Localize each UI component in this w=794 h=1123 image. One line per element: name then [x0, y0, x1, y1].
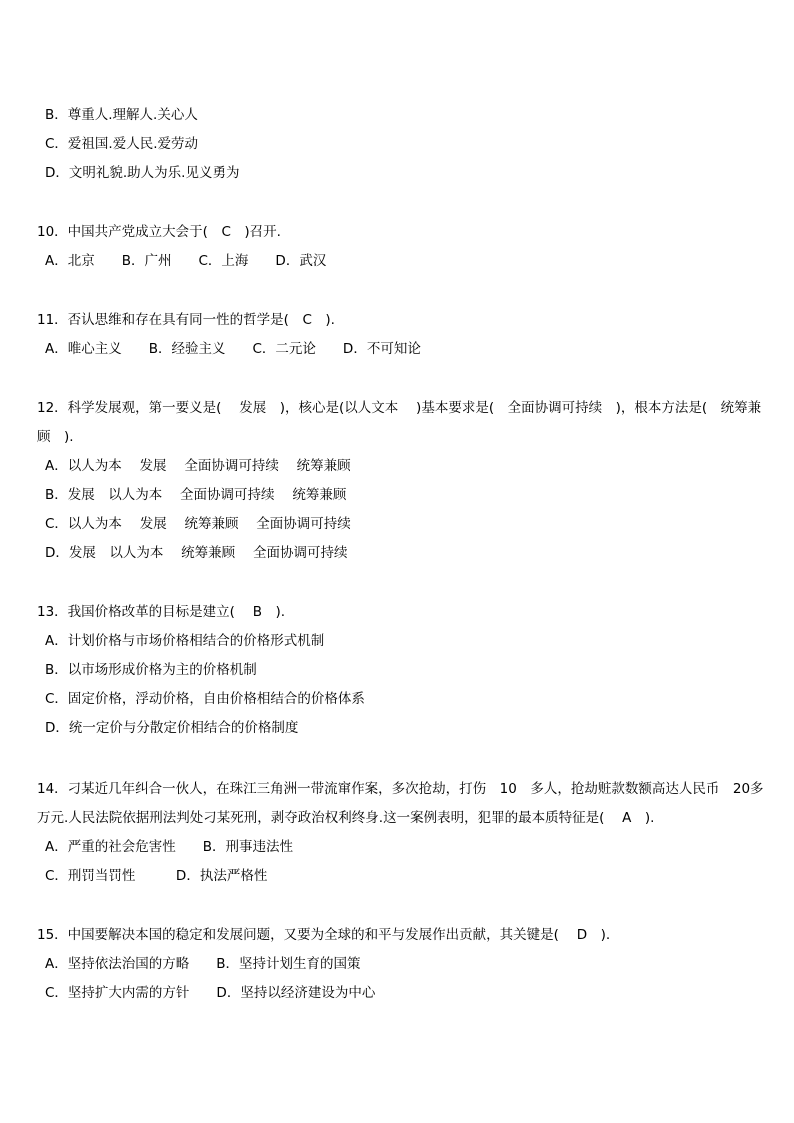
- q13-option-b: B．以市场形成价格为主的价格机制: [45, 662, 257, 678]
- q14-stem-line1: 14．刁某近几年纠合一伙人，在珠江三角洲一带流窜作案，多次抢劫，打伤 10 多人，抢劫赃款数额高达人民币 20多: [37, 781, 764, 797]
- q11-stem: 11．否认思维和存在具有同一性的哲学是( C ).: [37, 312, 335, 328]
- q10-stem: 10．中国共产党成立大会于( C )召开.: [37, 224, 281, 240]
- q9-option-b: B．尊重人.理解人.关心人: [45, 107, 198, 123]
- q10-options: A．北京 B．广州 C．上海 D．武汉: [45, 253, 327, 269]
- q15-options-line1: A．坚持依法治国的方略 B．坚持计划生育的国策: [45, 956, 361, 972]
- q12-option-d: D．发展 以人为本 统筹兼顾 全面协调可持续: [45, 545, 348, 561]
- q11-options: A．唯心主义 B．经验主义 C．二元论 D．不可知论: [45, 341, 421, 357]
- q13-stem: 13．我国价格改革的目标是建立( B ).: [37, 604, 286, 620]
- q9-option-c: C．爱祖国.爱人民.爱劳动: [45, 136, 199, 152]
- q14-stem-line2: 万元.人民法院依据刑法判处刁某死刑，剥夺政治权利终身.这一案例表明，犯罪的最本质特征是( A ).: [37, 810, 655, 826]
- q12-stem-line1: 12．科学发展观，第一要义是( 发展 )，核心是(以人文本 )基本要求是( 全面协调可持续 )，根本方法是( 统筹兼: [37, 400, 762, 416]
- q9-option-d: D．文明礼貌.助人为乐.见义勇为: [45, 165, 240, 181]
- q15-stem: 15．中国要解决本国的稳定和发展问题，又要为全球的和平与发展作出贡献，其关键是( D ).: [37, 927, 611, 943]
- q13-option-a: A．计划价格与市场价格相结合的价格形式机制: [45, 633, 325, 649]
- q12-option-b: B．发展 以人为本 全面协调可持续 统筹兼顾: [45, 487, 347, 503]
- q12-option-c: C．以人为本 发展 统筹兼顾 全面协调可持续: [45, 516, 351, 532]
- q14-options-line2: C．刑罚当罚性 D．执法严格性: [45, 868, 268, 884]
- q12-option-a: A．以人为本 发展 全面协调可持续 统筹兼顾: [45, 458, 351, 474]
- q12-stem-line2: 顾 ).: [37, 429, 74, 445]
- q15-options-line2: C．坚持扩大内需的方针 D．坚持以经济建设为中心: [45, 985, 376, 1001]
- q14-options-line1: A．严重的社会危害性 B．刑事违法性: [45, 839, 293, 855]
- q13-option-c: C．固定价格，浮动价格，自由价格相结合的价格体系: [45, 691, 365, 707]
- q13-option-d: D．统一定价与分散定价相结合的价格制度: [45, 720, 299, 736]
